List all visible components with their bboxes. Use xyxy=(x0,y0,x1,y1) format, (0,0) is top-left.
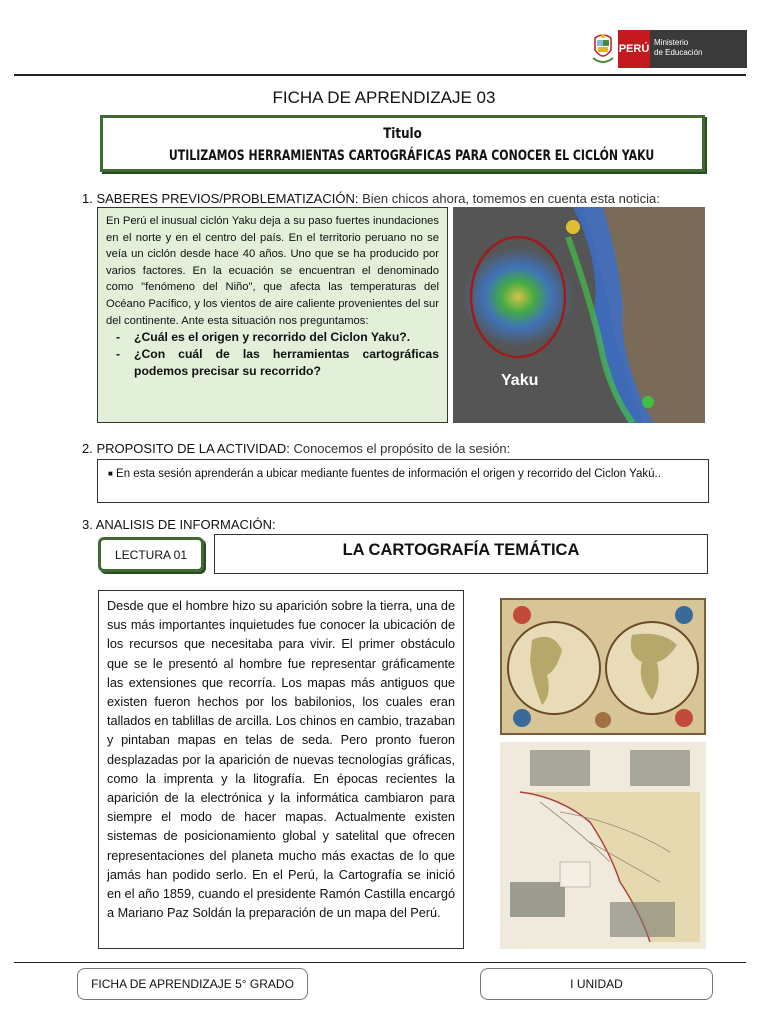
logo-ministry-line2: de Educación xyxy=(654,48,703,57)
news-box xyxy=(97,207,448,423)
reading-box xyxy=(98,590,464,949)
header-divider xyxy=(14,74,746,76)
section1-heading xyxy=(82,191,660,206)
logo-ministry xyxy=(650,30,747,68)
question-item: - ¿Con cuál de las herramientas cartográficas podemos precisar su recorrido? xyxy=(116,347,439,379)
footer-divider xyxy=(14,962,746,963)
section1-heading-text: 1. SABERES PREVIOS/PROBLEMATIZACIÓN: xyxy=(82,191,359,206)
question-text: ¿Con cuál de las herramientas cartográficas podemos precisar su recorrido? xyxy=(134,347,439,379)
section2-subheading: Conocemos el propósito de la sesión: xyxy=(293,441,511,456)
coat-of-arms-icon xyxy=(590,30,616,68)
satellite-image xyxy=(453,207,705,423)
reading-text: Desde que el hombre hizo su aparición sobre la tierra, una de sus más importantes inquietudes fue conocer la ubicación de los recursos que necesitaba para vivir. El primer obstáculo que se le presentó al hombre fue representar gráficamente las extensiones que recorría. Los mapas más antiguos que existen fueron hechos por los babilonios, los cuales eran tallados en tablillas de arcilla. Los chinos en cambio, trazaban y pintaban mapas en telas de seda. Pero pronto fueron desplazadas por la aparición de nuevas tecnologías gráficas, como la imprenta y la litografía. En épocas recientes la aparición de la electrónica y la informática cambiaron para siempre el modo de hacer mapas. Actualmente existen sistemas de posicionamiento global y satelital que ofrecen representaciones del planeta mucho más exactas de lo que jamás han podido serlo. En el Perú, la Cartografía se inició en el año 1859, cuando el presidente Ramón Castilla encargó a Mariano Paz Soldán la preparación de un mapa del Perú. xyxy=(107,599,455,921)
section2-heading xyxy=(82,441,510,456)
question-item: - ¿Cuál es el origen y recorrido del Ciclon Yaku?. xyxy=(116,330,411,345)
section1-subheading: Bien chicos ahora, tomemos en cuenta esta noticia: xyxy=(362,191,660,206)
section2-heading-text: 2. PROPOSITO DE LA ACTIVIDAD: xyxy=(82,441,290,456)
logo-country: PERÚ xyxy=(618,30,650,68)
logo-ministry-line1: Ministerio xyxy=(654,38,689,47)
title-text: UTILIZAMOS HERRAMIENTAS CARTOGRÁFICAS PARA CONOCER EL CICLÓN YAKU xyxy=(168,148,655,164)
page-title: FICHA DE APRENDIZAJE 03 xyxy=(272,88,496,107)
reading-title: LA CARTOGRAFÍA TEMÁTICA xyxy=(214,534,708,574)
question-text: ¿Cuál es el origen y recorrido del Ciclon Yaku?. xyxy=(134,330,411,345)
purpose-text: En esta sesión aprenderán a ubicar mediante fuentes de información el origen y recorrido del Ciclon Yakú.. xyxy=(116,468,661,480)
lectura-badge: LECTURA 01 xyxy=(98,537,204,572)
title-label: Titulo xyxy=(383,126,422,142)
news-text: En Perú el inusual ciclón Yaku deja a su paso fuertes inundaciones en el norte y en el centro del país. En el territorio peruano no se veía un ciclón desde hace 40 años. Uno que se ha producido por varios factores. En la ecuación se encuentran el denominado como "fenómeno del Niño", que afecta las temperaturas del Océano Pacífico, y los vientos de aire caliente provenientes del sur del continente. Ante esta situación nos preguntamos: xyxy=(106,215,439,327)
footer-grade: FICHA DE APRENDIZAJE 5° GRADO xyxy=(77,968,308,1000)
footer-unit: I UNIDAD xyxy=(480,968,713,1000)
world-map-image xyxy=(500,598,706,735)
purpose-box xyxy=(97,459,709,503)
satellite-image-label: Yaku xyxy=(501,372,539,389)
section3-heading: 3. ANALISIS DE INFORMACIÓN: xyxy=(82,517,276,532)
peru-map-image xyxy=(500,742,706,949)
bullet-icon: ■ xyxy=(108,469,113,478)
title-box xyxy=(100,115,705,172)
ministry-logo xyxy=(590,30,747,68)
